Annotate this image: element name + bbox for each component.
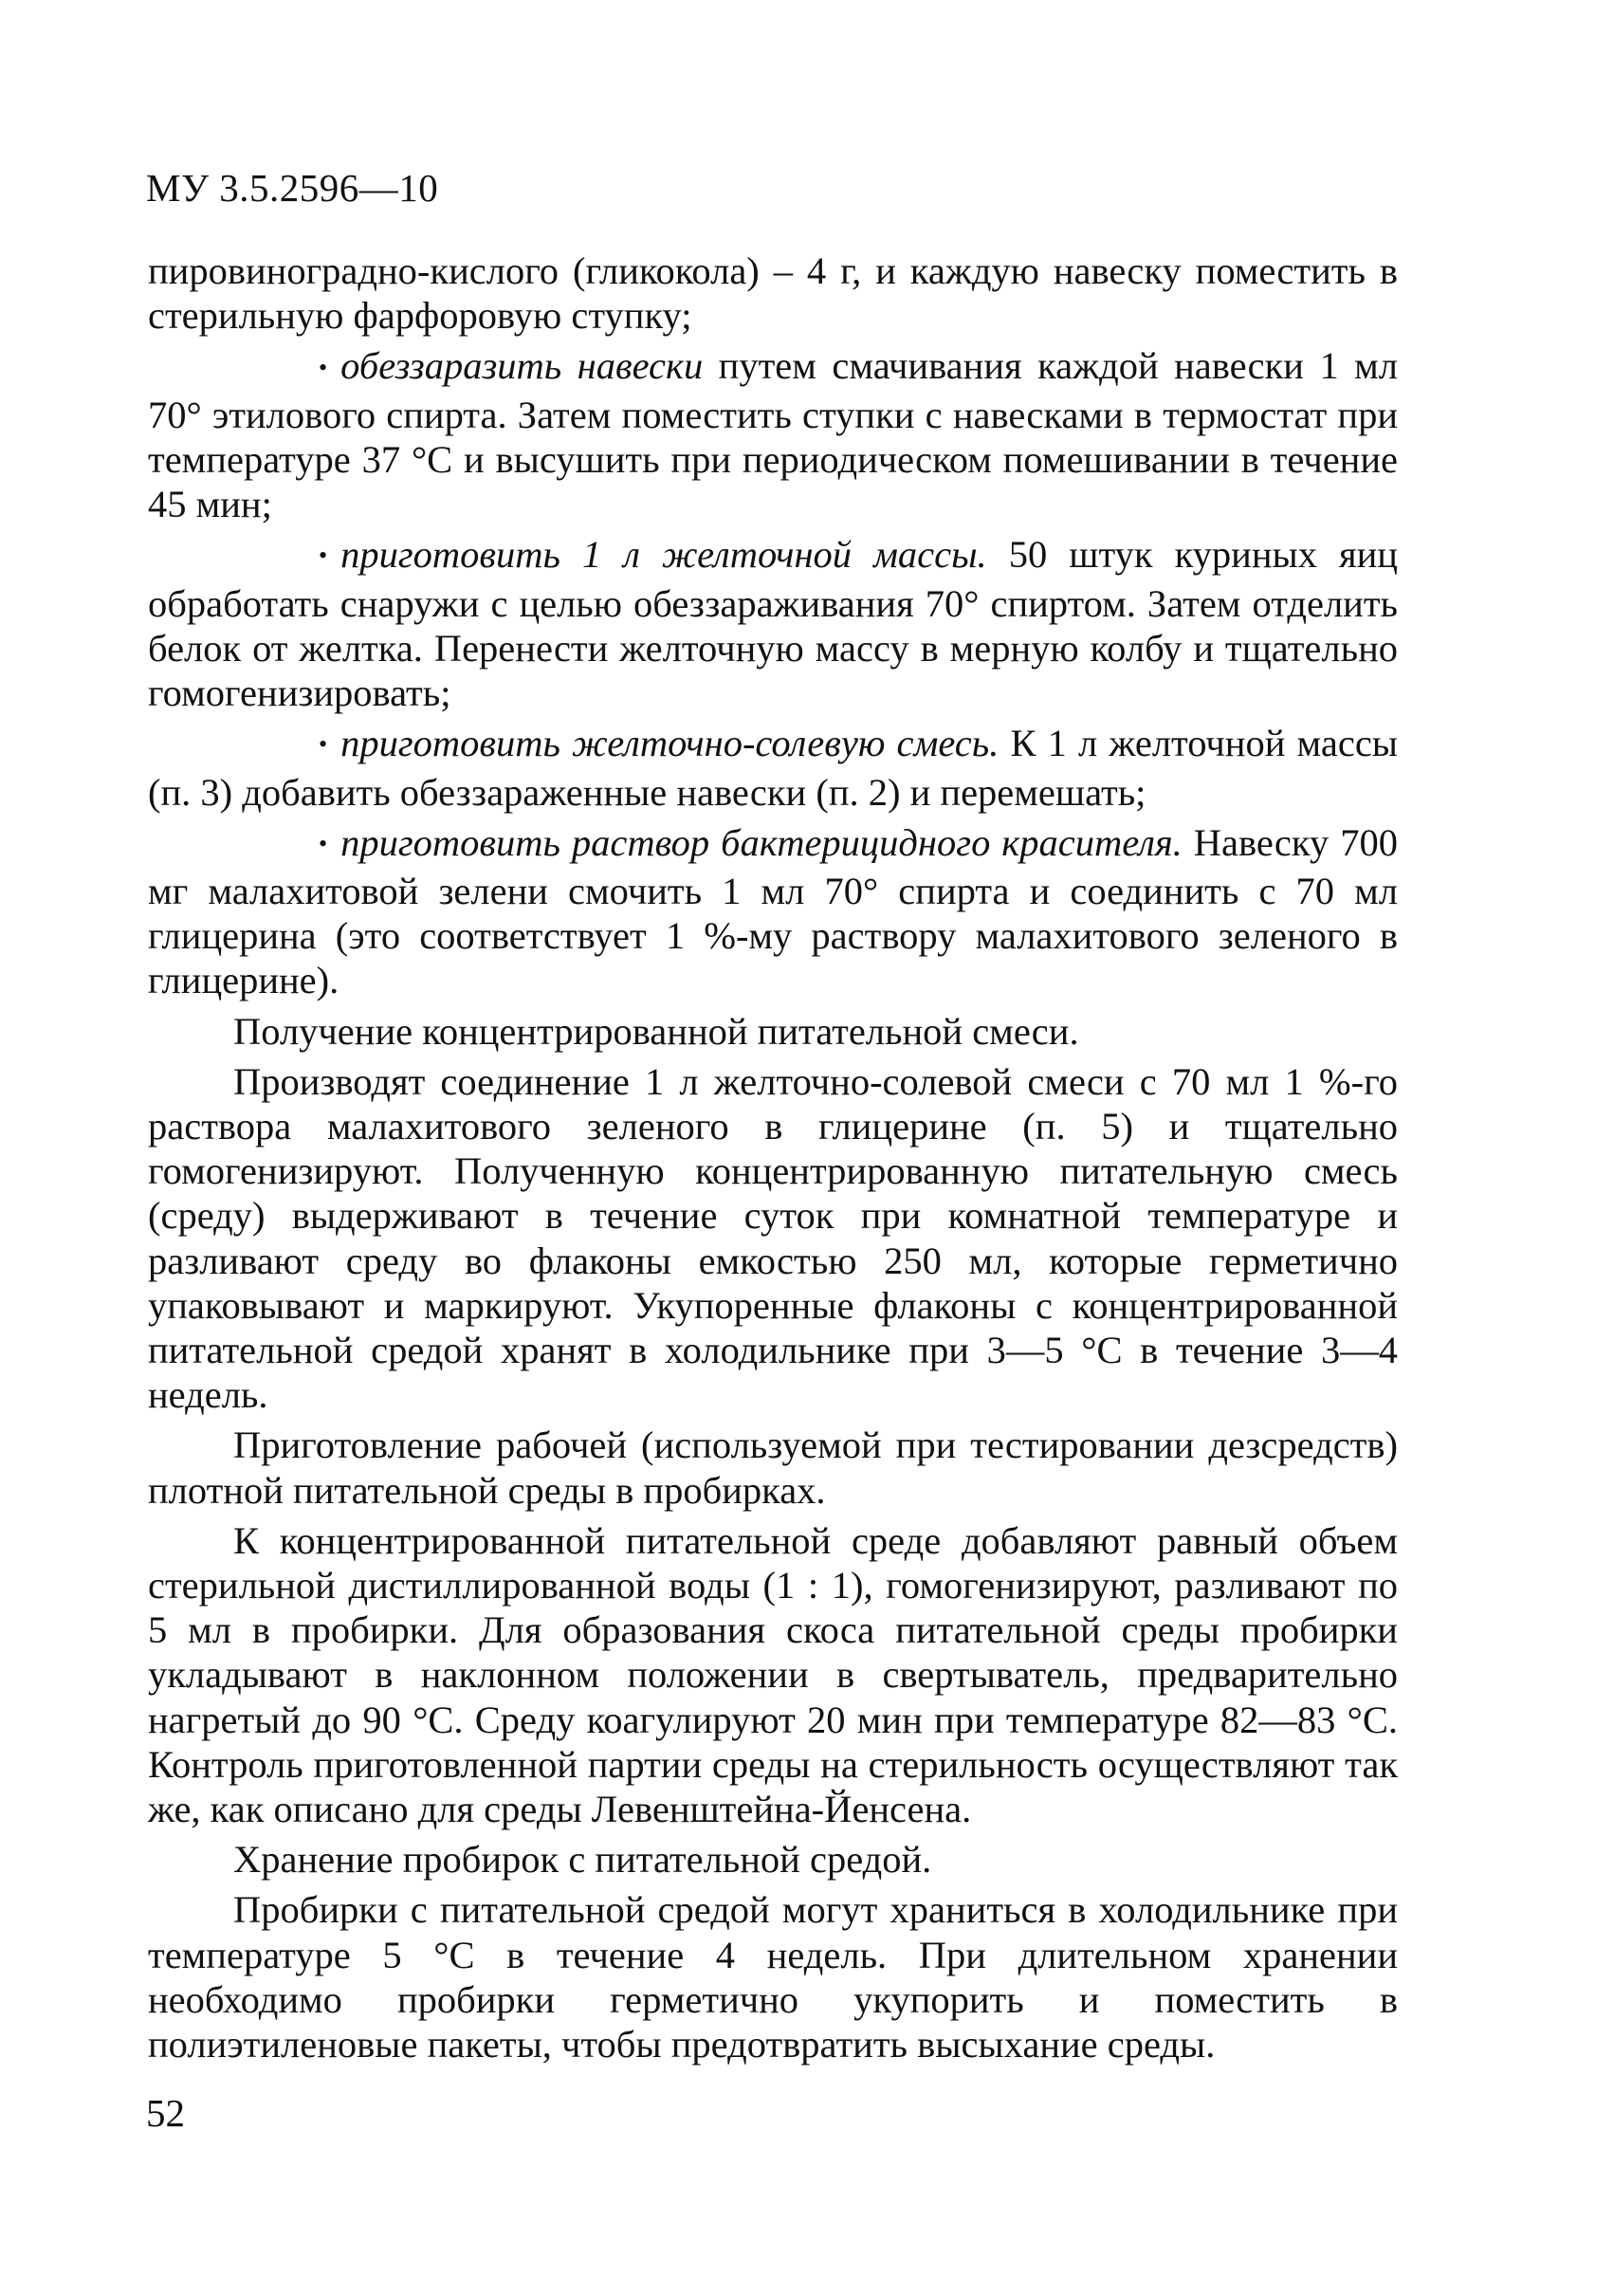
body-paragraph: К концентрированной питательной среде добавляют равный объем стерильной дистиллированной воды (1 : 1), гомогенизируют, разливают по 5 мл в пробирки. Для образования скоса питательной среды пробирки укладывают в наклонном положении в свертыватель, предварительно нагретый до 90 °С. Среду коагулируют 20 мин при температуре 82—83 °С. Контроль приготовленной партии среды на стерильность осуществляют так же, как описано для среды Левенштейна-Йенсена. [148,1518,1398,1831]
bullet-lead-italic: приготовить желточно-солевую смесь. [340,722,1000,765]
section-heading-paragraph: Получение концентрированной питательной смеси. [233,1009,1079,1053]
bullet-text: 50 штук куриных яиц обработать снаружи с целью обеззараживания 70° спиртом. Затем отделить белок от желтка. Перенести желточную массу в мерную колбу и тщательно гомогенизировать; [148,533,1398,715]
section-heading-paragraph: Хранение пробирок с питательной средой. [233,1838,932,1882]
bullet-lead-italic: приготовить раствор бактерицидного красителя. [340,820,1183,864]
bullet-lead-italic: приготовить 1 л желточной массы. [340,533,987,577]
bullet-icon: • [319,542,328,570]
bullet-text: К 1 л желточной массы (п. 3) добавить обеззараженные навески (п. 2) и перемешать; [148,722,1399,814]
paragraph-text: пировиноградно-кислого (гликокола) – 4 г, и каждую навеску поместить в стерильную фарфоровую ступку; [148,249,1398,338]
body-text [148,248,1398,2066]
body-paragraph: Пробирки с питательной средой могут храниться в холодильнике при температуре 5 °С в течение 4 недель. При длительном хранении необходимо пробирки герметично укупорить и поместить в полиэтиленовые пакеты, чтобы предотвратить высыхание среды. [148,1888,1398,2066]
section-heading-paragraph: Приготовление рабочей (используемой при тестировании дезсредств) плотной питательной среды в пробирках. [148,1424,1398,1512]
document-code-header: МУ 3.5.2596—10 [146,166,439,210]
bullet-icon: • [319,730,328,759]
bullet-item [148,532,1398,715]
bullet-item [148,343,1398,526]
bullet-icon: • [319,353,328,381]
bullet-item [148,820,1398,1003]
page-number: 52 [146,2091,185,2135]
continuation-paragraph [148,248,1398,338]
bullet-lead-italic: обеззаразить навески [340,344,704,388]
bullet-text: путем смачивания каждой навески 1 мл 70° этилового спирта. Затем поместить ступки с навесками в термостат при температуре 37 °С и высушить при периодическом помешивании в течение 45 мин; [148,344,1399,526]
bullet-item [148,721,1398,815]
body-paragraph: Производят соединение 1 л желточно-солевой смеси с 70 мл 1 %-го раствора малахитового зеленого в глицерине (п. 5) и тщательно гомогенизируют. Полученную концентрированную питательную смесь (среду) выдерживают в течение суток при комнатной температуре и разливают среду во флаконы емкостью 250 мл, которые герметично упаковывают и маркируют. Укупоренные флаконы с концентрированной питательной средой хранят в холодильнике при 3—5 °С в течение 3—4 недель. [148,1059,1398,1417]
bullet-icon: • [319,829,328,857]
bullet-text: Навеску 700 мг малахитовой зелени смочить 1 мл 70° спирта и соединить с 70 мл глицерина (это соответствует 1 %-му раствору малахитового зеленого в глицерине). [148,820,1398,1002]
